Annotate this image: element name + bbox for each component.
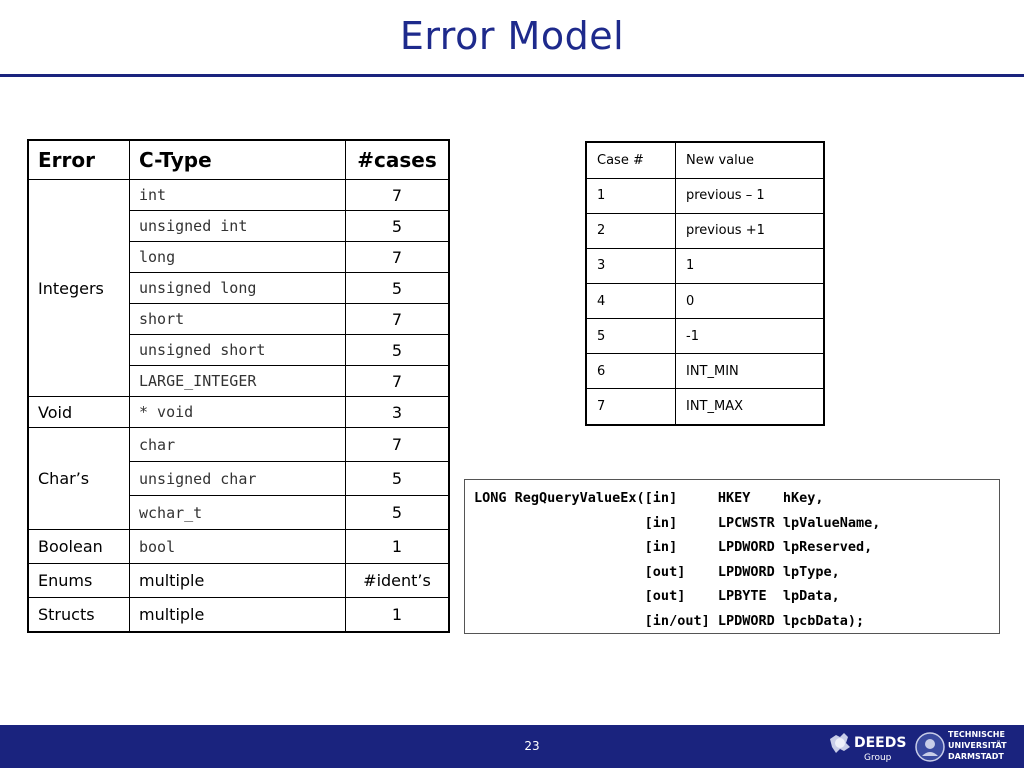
case-number-cell: 2 (586, 213, 676, 248)
code-sample (465, 480, 999, 633)
tu-seal-icon (914, 728, 946, 766)
case-number-cell: 7 (586, 389, 676, 425)
case-number-cell: 6 (586, 354, 676, 389)
tu-darmstadt-logo (914, 728, 1020, 766)
ctype-cell: short (130, 304, 346, 335)
code-line: [in] LPDWORD lpReserved, (474, 539, 873, 555)
cases-cell: 5 (346, 273, 450, 304)
table-row (586, 389, 824, 425)
table-header-row (28, 140, 449, 180)
case-number-cell: 3 (586, 248, 676, 283)
cases-cell: 5 (346, 462, 450, 496)
group-boolean: Boolean (28, 530, 130, 564)
tu-name (948, 729, 1007, 762)
cases-cell: 1 (346, 598, 450, 633)
cases-cell: 7 (346, 242, 450, 273)
new-value-cell: previous +1 (676, 213, 825, 248)
deeds-logo-icon (826, 727, 906, 765)
ctype-cell: unsigned short (130, 335, 346, 366)
cases-cell: 7 (346, 180, 450, 211)
code-sample-box (464, 479, 1000, 634)
case-number-cell: 1 (586, 178, 676, 213)
new-value-cell: INT_MAX (676, 389, 825, 425)
table-row (28, 397, 449, 428)
table-row (586, 283, 824, 318)
cases-cell: 5 (346, 211, 450, 242)
header-ctype: C-Type (130, 140, 346, 180)
slide-title: Error Model (399, 14, 625, 58)
group-integers: Integers (28, 180, 130, 397)
page-number: 23 (524, 739, 540, 753)
cases-cell: 5 (346, 335, 450, 366)
new-value-cell: 1 (676, 248, 825, 283)
ctype-cell: long (130, 242, 346, 273)
case-number-cell: 5 (586, 319, 676, 354)
error-model-table (27, 139, 450, 633)
new-value-cell: INT_MIN (676, 354, 825, 389)
table-row (28, 564, 449, 598)
tu-line: DARMSTADT (948, 752, 1004, 761)
cases-cell: 1 (346, 530, 450, 564)
group-structs: Structs (28, 598, 130, 633)
ctype-cell: bool (130, 530, 346, 564)
cases-cell: 7 (346, 366, 450, 397)
table-row (586, 213, 824, 248)
cases-cell: 7 (346, 304, 450, 335)
ctype-cell: unsigned int (130, 211, 346, 242)
cases-cell: 7 (346, 428, 450, 462)
code-line: [out] LPBYTE lpData, (474, 588, 840, 604)
tu-line: TECHNISCHE (948, 730, 1005, 739)
deeds-text: DEEDS (854, 735, 906, 751)
header-new-value: New value (676, 142, 825, 178)
table-row (586, 248, 824, 283)
code-line: [in] LPCWSTR lpValueName, (474, 514, 881, 531)
header-error: Error (28, 140, 130, 180)
new-value-cell: -1 (676, 319, 825, 354)
new-value-cell: previous – 1 (676, 178, 825, 213)
ctype-cell: multiple (130, 598, 346, 633)
table-row (586, 178, 824, 213)
cases-cell: #ident’s (346, 564, 450, 598)
code-line: [in/out] LPDWORD lpcbData); (474, 612, 865, 629)
ctype-cell: unsigned char (130, 462, 346, 496)
table-row (28, 428, 449, 462)
new-value-cell: 0 (676, 283, 825, 318)
case-values-table (585, 141, 825, 426)
cases-cell: 5 (346, 496, 450, 530)
ctype-cell: unsigned long (130, 273, 346, 304)
ctype-cell: char (130, 428, 346, 462)
deeds-group-text: Group (864, 753, 892, 763)
table-row (28, 530, 449, 564)
table-row (28, 598, 449, 633)
table-row (586, 354, 824, 389)
ctype-cell: * void (130, 397, 346, 428)
ctype-cell: multiple (130, 564, 346, 598)
group-chars: Char’s (28, 428, 130, 530)
footer-bar (0, 725, 1024, 768)
cases-cell: 3 (346, 397, 450, 428)
code-line: [out] LPDWORD lpType, (474, 563, 840, 580)
table-header-row (586, 142, 824, 178)
header-cases: #cases (346, 140, 450, 180)
table-row (586, 319, 824, 354)
header-case-number: Case # (586, 142, 676, 178)
table-row (28, 180, 449, 211)
title-underline (0, 74, 1024, 77)
group-void: Void (28, 397, 130, 428)
code-line: LONG RegQueryValueEx([in] HKEY hKey, (474, 490, 824, 506)
ctype-cell: wchar_t (130, 496, 346, 530)
deeds-group-logo (826, 727, 906, 765)
tu-line: UNIVERSITÄT (948, 741, 1007, 750)
case-number-cell: 4 (586, 283, 676, 318)
group-enums: Enums (28, 564, 130, 598)
ctype-cell: int (130, 180, 346, 211)
ctype-cell: LARGE_INTEGER (130, 366, 346, 397)
